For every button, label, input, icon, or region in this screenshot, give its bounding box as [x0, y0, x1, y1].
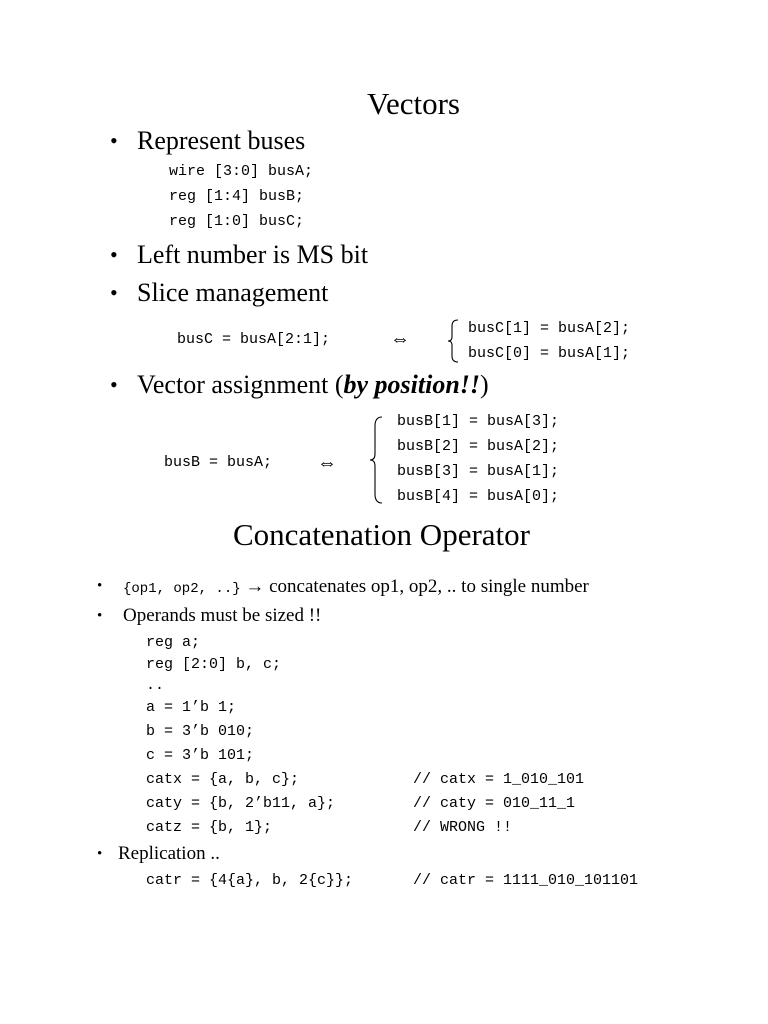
- vectors-title: Vectors: [367, 86, 460, 121]
- bullet-emphasis: by position!!: [343, 370, 481, 399]
- bullet-dot: •: [110, 372, 118, 397]
- decl-line: wire [3:0] busA;: [169, 163, 314, 180]
- equivalence-arrow: ⇔: [317, 452, 337, 474]
- bullet-represent-buses: Represent buses: [137, 126, 306, 155]
- left-brace-icon: [446, 318, 462, 364]
- bullet-text: concatenates op1, op2, .. to single number: [269, 576, 589, 597]
- bullet-text: ): [480, 370, 489, 399]
- code-line: c = 3’b 101;: [146, 747, 255, 764]
- bullet-vector-assignment: [137, 370, 489, 400]
- bullet-dot: •: [97, 608, 103, 624]
- code-line: reg a;: [146, 634, 201, 651]
- bullet-dot: •: [110, 242, 118, 267]
- assign-rhs-line: busB[3] = busA[1];: [397, 463, 560, 480]
- right-arrow: →: [245, 576, 265, 597]
- slice-lhs: busC = busA[2:1];: [177, 331, 331, 348]
- code-line: a = 1’b 1;: [146, 699, 237, 716]
- example-code: catz = {b, 1};: [146, 819, 273, 836]
- decl-line: reg [1:0] busC;: [169, 213, 305, 230]
- example-code: caty = {b, 2’b11, a};: [146, 795, 336, 812]
- bullet-dot: •: [97, 578, 103, 594]
- equivalence-arrow: ⇔: [390, 328, 410, 350]
- decl-line: reg [1:4] busB;: [169, 188, 305, 205]
- replication-comment: // catr = 1111_010_101101: [413, 872, 639, 889]
- bullet-concat-syntax: [123, 576, 589, 598]
- assign-rhs-line: busB[1] = busA[3];: [397, 413, 560, 430]
- assign-rhs-line: busB[4] = busA[0];: [397, 488, 560, 505]
- bullet-dot: •: [97, 846, 103, 862]
- slice-rhs-line: busC[0] = busA[1];: [468, 345, 631, 362]
- bullet-slice-management: Slice management: [137, 278, 329, 307]
- assign-rhs-line: busB[2] = busA[2];: [397, 438, 560, 455]
- example-comment: // catx = 1_010_101: [413, 771, 585, 788]
- bullet-dot: •: [110, 280, 118, 305]
- example-code: catx = {a, b, c};: [146, 771, 300, 788]
- example-comment: // caty = 010_11_1: [413, 795, 576, 812]
- bullet-replication: Replication ..: [118, 843, 220, 864]
- code-line: b = 3’b 010;: [146, 723, 255, 740]
- slice-rhs-line: busC[1] = busA[2];: [468, 320, 631, 337]
- bullet-dot: •: [110, 128, 118, 153]
- example-comment: // WRONG !!: [413, 819, 513, 836]
- concat-syntax-code: {op1, op2, ..}: [123, 581, 241, 597]
- bullet-operands-sized: Operands must be sized !!: [123, 605, 322, 626]
- replication-code: catr = {4{a}, b, 2{c}};: [146, 872, 354, 889]
- bullet-ms-bit: Left number is MS bit: [137, 240, 369, 269]
- bullet-text: Vector assignment (: [137, 370, 344, 399]
- code-line: ..: [146, 677, 165, 694]
- code-line: reg [2:0] b, c;: [146, 656, 282, 673]
- concat-title: Concatenation Operator: [233, 517, 530, 552]
- left-brace-icon: [368, 414, 386, 506]
- assign-lhs: busB = busA;: [164, 454, 273, 471]
